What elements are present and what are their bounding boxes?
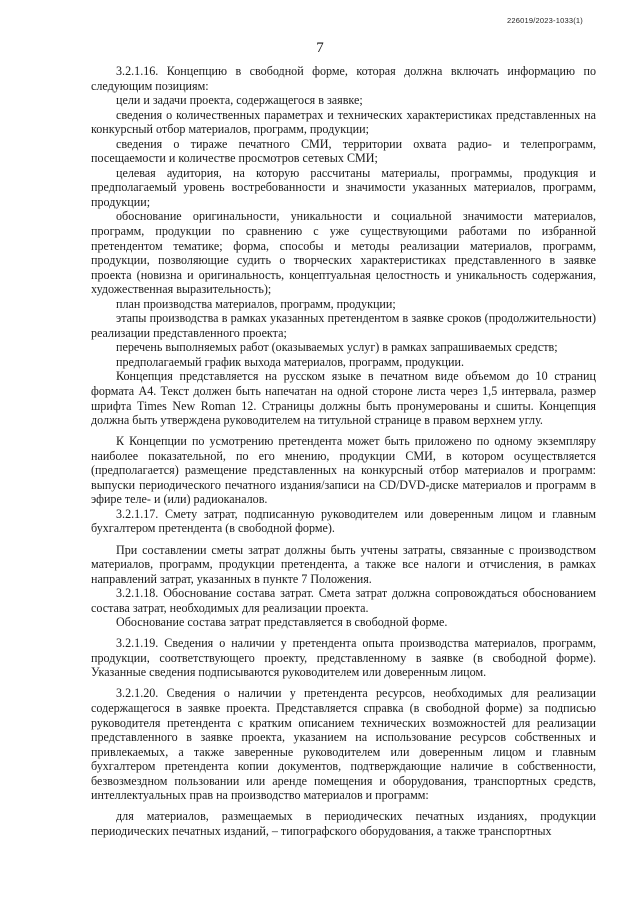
list-item-parameters: сведения о количественных параметрах и технических характеристиках представленных на конкурсный отбор материалов, программ, продукции; (91, 107, 596, 137)
paragraph-concept-format: Концепция представляется на русском языке в печатном виде объемом до 10 страниц формата А4. Текст должен быть напечатан на одной стороне листа через 1,5 интервала, размер шрифта Times New Roman 12. Страницы должны быть пронумерованы и сшиты. Концепция должна быть утверждена руководителем на титульной странице в правом верхнем углу. (91, 369, 596, 428)
paragraph-justification-form: Обоснование состава затрат представляется в свободной форме. (116, 615, 448, 630)
list-item-schedule: предполагаемый график выхода материалов, программ, продукции. (116, 354, 464, 369)
list-item-production-plan: план производства материалов, программ, продукции; (116, 296, 396, 311)
list-item-stages: этапы производства в рамках указанных претендентом в заявке сроков (продолжительности) реализации представленного проекта; (91, 311, 596, 340)
paragraph-concept-attachments: К Концепции по усмотрению претендента может быть приложено по одному экземпляру наиболее показательной, по его мнению, продукции СМИ, в котором осуществляется (предполагается) размещение представленных на конкурсный отбор материалов и программ: выпуски периодического печатного издания/записи на CD/DVD-диске материалов и программ в эфире теле- и (или) радиоканалов. (91, 434, 596, 507)
list-item-originality: обоснование оригинальности, уникальности и социальной значимости материалов, программ, продукции по сравнению с уже существующими работами по избранной претендентом тематике; форма, способы и методы реализации материалов, программ, продукции, позволяющие судить о творческих характеристиках представленного в заявке проекта (новизна и оригинальность, концептуальная целостность и уникальность содержания, художественная выразительность); (91, 209, 596, 297)
paragraph-3-2-1-19: 3.2.1.19. Сведения о наличии у претендента опыта производства материалов, программ, продукции, соответствующего проекту, представленному в заявке (в свободной форме). Указанные сведения подписываются руководителем или доверенным лицом. (91, 636, 596, 680)
paragraph-3-2-1-17: 3.2.1.17. Смету затрат, подписанную руководителем или доверенным лицом и главным бухгалтером претендента (в свободной форме). (91, 506, 596, 536)
list-item-goals: цели и задачи проекта, содержащегося в заявке; (116, 93, 363, 108)
document-body (91, 64, 596, 838)
paragraph-3-2-1-18: 3.2.1.18. Обоснование состава затрат. Смета затрат должна сопровождаться обоснованием состава затрат, необходимых для реализации проекта. (91, 586, 596, 615)
paragraph-cost-estimate: При составлении сметы затрат должны быть учтены затраты, связанные с производством материалов, программ, продукции претендента, а также все налоги и отчисления, в рамках направлений затрат, указанных в пункте 7 Положения. (91, 542, 596, 586)
list-item-works: перечень выполняемых работ (оказываемых услуг) в рамках запрашиваемых средств; (116, 340, 558, 355)
list-item-audience: целевая аудитория, на которую рассчитаны материалы, программы, продукция и предполагаемый уровень востребованности и значимости указанных материалов, программ, продукции; (91, 165, 596, 209)
list-item-circulation: сведения о тираже печатного СМИ, территории охвата радио- и телепрограмм, посещаемости и количестве просмотров сетевых СМИ; (91, 136, 596, 166)
page-number: 7 (316, 40, 324, 56)
paragraph-3-2-1-20: 3.2.1.20. Сведения о наличии у претендента ресурсов, необходимых для реализации содержащегося в заявке проекта. Представляется справка (в свободной форме) за подписью руководителя претендента с кратким описанием технических возможностей для реализации представленного в заявке проекта, указанием на использование ресурсов собственных и привлекаемых, а также заверенные руководителем или доверенным лицом и главным бухгалтером претендента копии документов, подтверждающие наличие в собственности, безвозмездном пользовании или аренде помещения и оборудования, транспортных средств, интеллектуальных прав на производство материалов и программ: (91, 686, 596, 803)
document-id: 226019/2023-1033(1) (507, 16, 583, 25)
paragraph-3-2-1-16: 3.2.1.16. Концепцию в свободной форме, которая должна включать информацию по следующим позициям: (91, 64, 596, 93)
paragraph-print-materials: для материалов, размещаемых в периодических печатных изданиях, продукции периодических печатных изданий, – типографского оборудования, а также транспортных (91, 809, 596, 838)
